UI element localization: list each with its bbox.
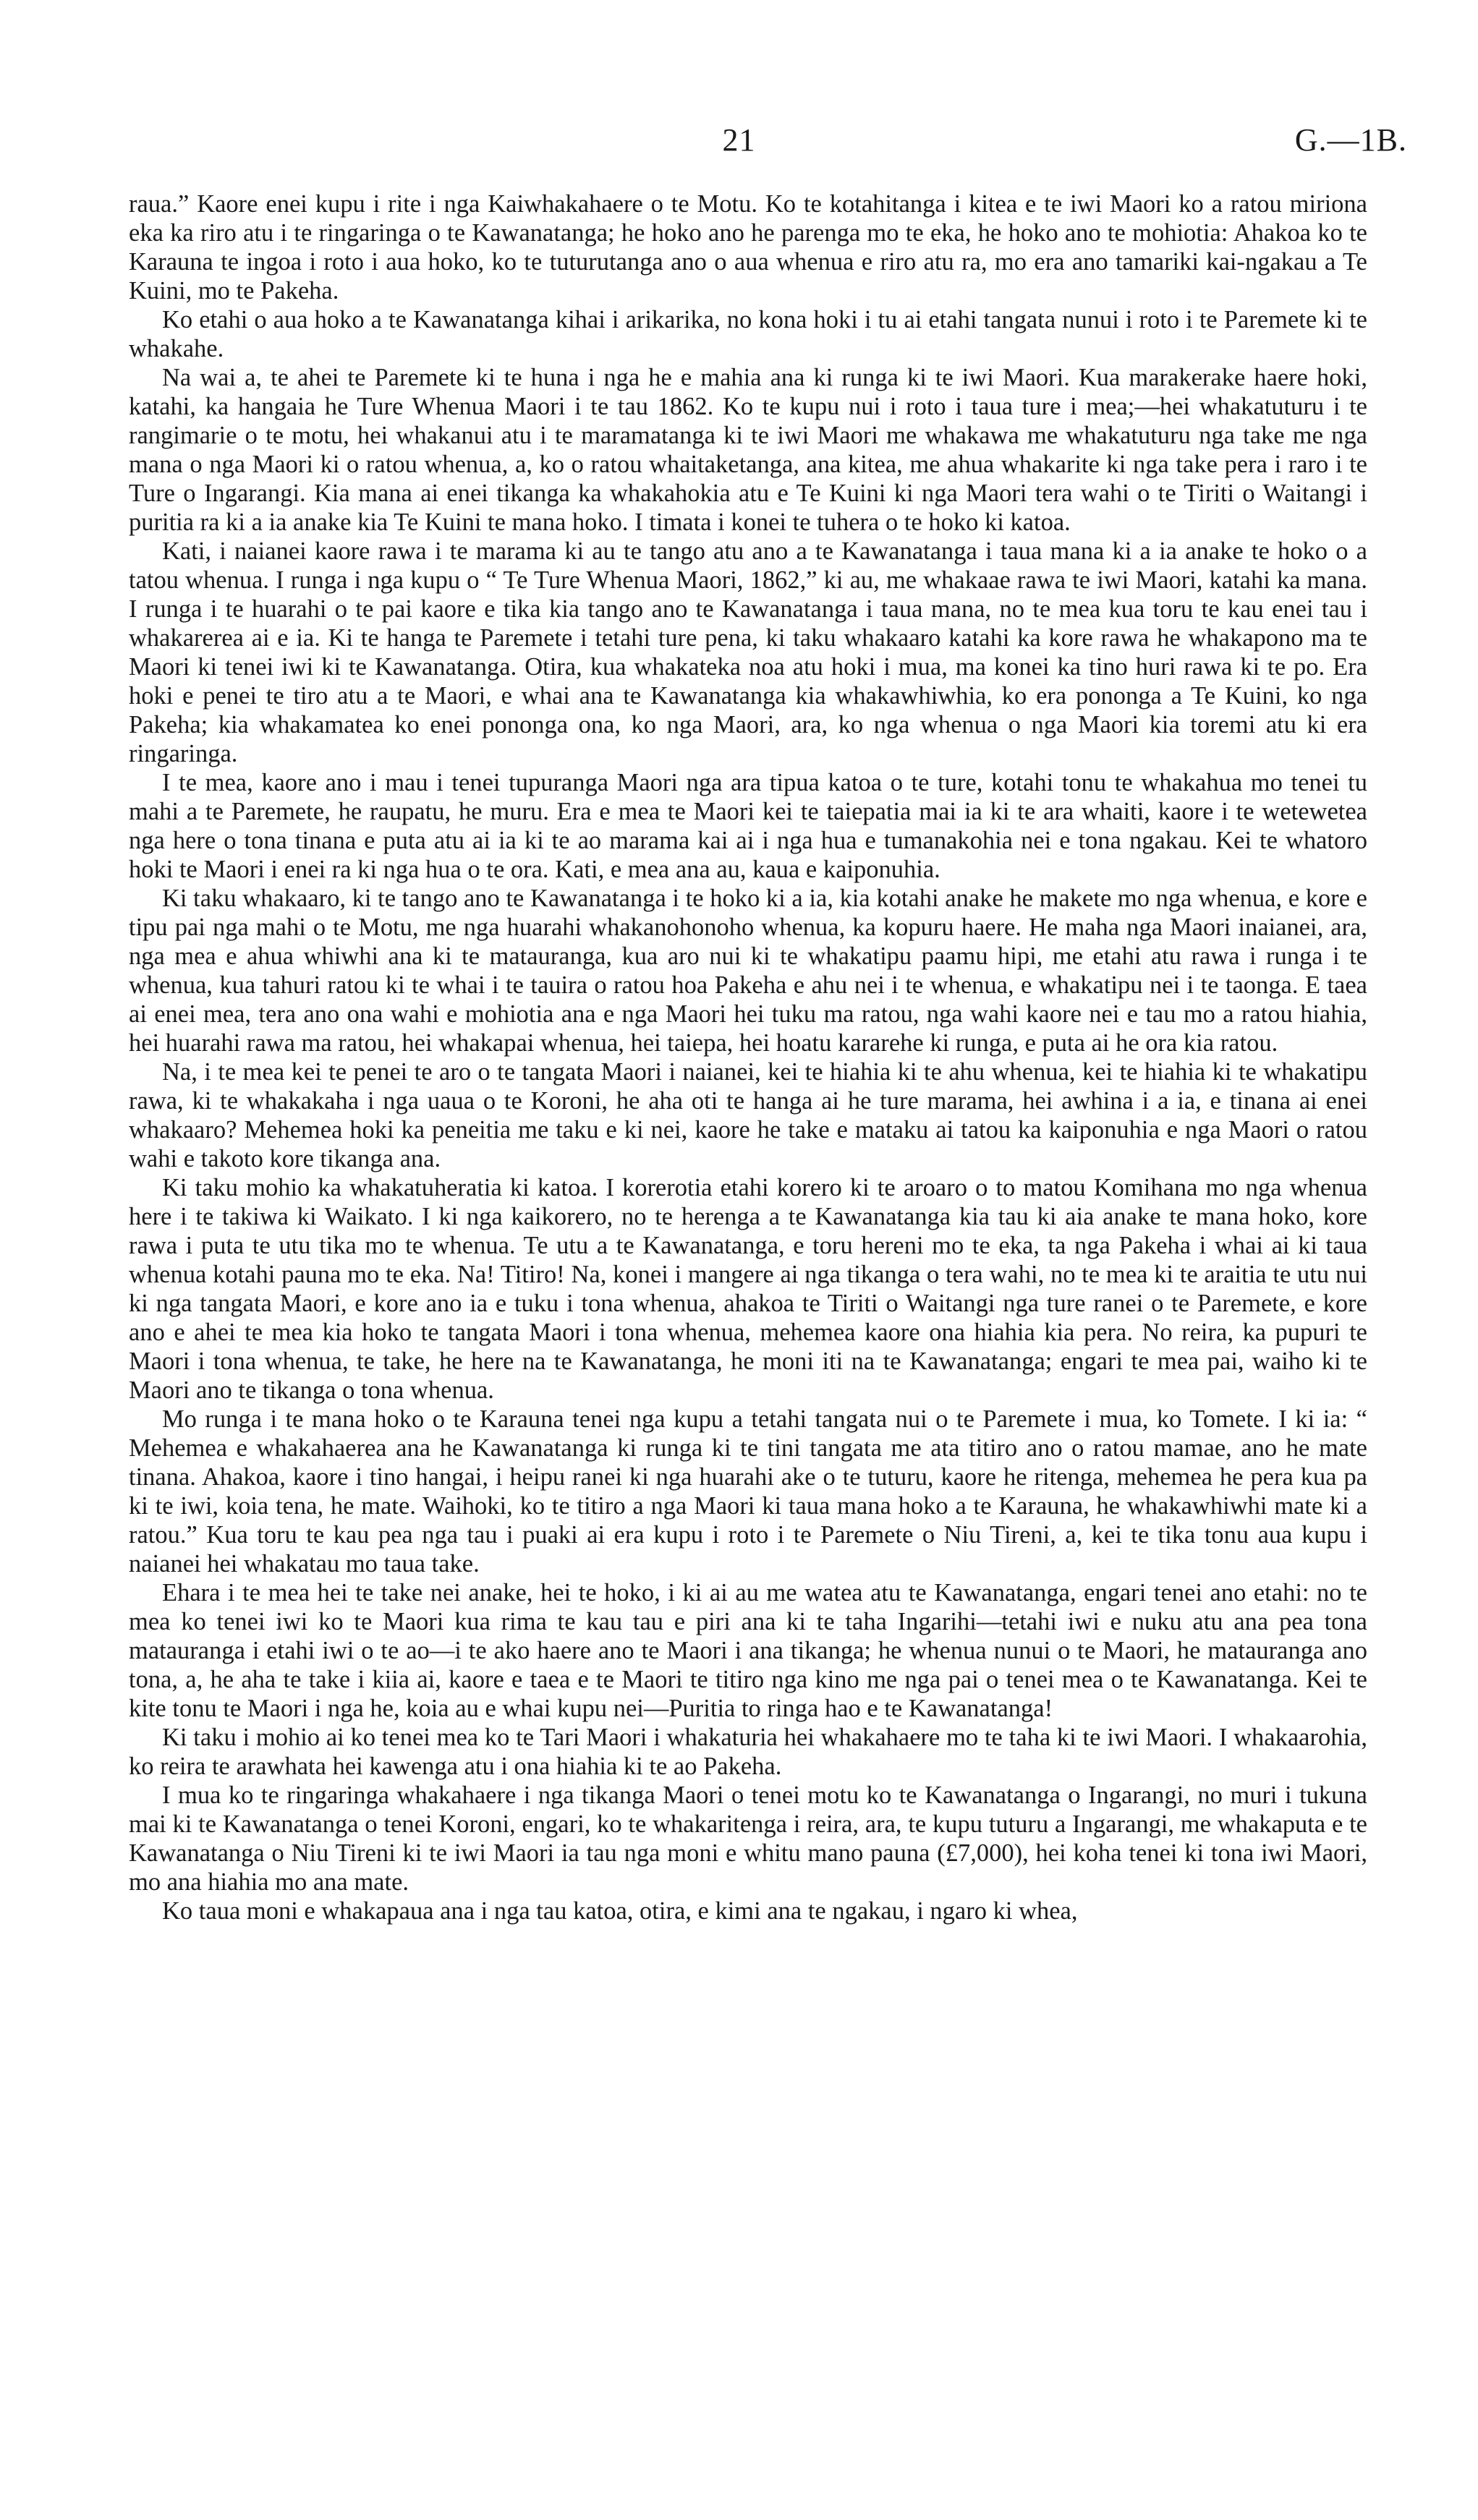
document-reference: G.—1B. (1294, 122, 1407, 158)
paragraph: Ki taku mohio ka whakatuheratia ki katoa. I korerotia etahi korero ki te aroaro o to matou Komihana mo nga whenua here i te takiwa ki Waikato. I ki nga kaikorero, no te herenga a te Kawanatanga kia tau ki aia anake te mana hoko, kore rawa i puta te utu tika mo te whenua. Te utu a te Kawanatanga, e toru hereni mo te eka, ta nga Pakeha i whai ai ki taua whenua kotahi pauna mo te eka. Na! Titiro! Na, konei i mangere ai nga tikanga o tera wahi, no te mea ki te araitia te utu nui ki nga tangata Maori, e kore ano ia e tuku i tona whenua, ahakoa te Tiriti o Waitangi nga ture ranei o te Paremete, e kore ano e ahei te mea kia hoko te tangata Maori i tona whenua, mehemea kaore ona hiahia kia pera. No reira, ka pupuri te Maori i tona whenua, te take, he here na te Kawanatanga, he moni iti na te Kawanatanga; engari te mea pai, waiho ki te Maori ano te tikanga o tona whenua. (129, 1174, 1367, 1404)
paragraph: raua.” Kaore enei kupu i rite i nga Kaiwhakahaere o te Motu. Ko te kotahitanga i kitea e te iwi Maori ko a ratou miriona eka ka riro atu i te ringaringa o te Kawanatanga; he hoko ano he parenga mo te eka, he hoko ano te mohiotia: Ahakoa ko te Karauna te ingoa i roto i aua hoko, ko te tuturutanga ano o aua whenua e riro atu ra, mo era ano tamariki kai-ngakau a Te Kuini, mo te Pakeha. (129, 190, 1367, 305)
paragraph: Ehara i te mea hei te take nei anake, hei te hoko, i ki ai au me watea atu te Kawanatanga, engari tenei ano etahi: no te mea ko tenei iwi ko te Maori kua rima te kau tau e piri ana ki te taha Ingarihi—tetahi iwi e nuku atu ana pea tona matauranga i etahi iwi o te ao—i te ako haere ano te Maori i ana tikanga; he whenua nunui o te Maori, he matauranga ano tona, a, he aha te take i kiia ai, kaore e taea e te Maori te titiro nga kino me nga pai o tenei mea o te Kawanatanga. Kei te kite tonu te Maori i nga he, koia au e whai kupu nei—Puritia to ringa hao e te Kawanatanga! (129, 1579, 1367, 1722)
paragraph: Ko etahi o aua hoko a te Kawanatanga kihai i arikarika, no kona hoki i tu ai etahi tangata nunui i roto i te Paremete ki te whakahe. (129, 306, 1367, 362)
paragraph: Ki taku i mohio ai ko tenei mea ko te Tari Maori i whakaturia hei whakahaere mo te taha ki te iwi Maori. I whakaarohia, ko reira te arawhata hei kawenga atu i ona hiahia ki te ao Pakeha. (129, 1724, 1367, 1780)
paragraph: Mo runga i te mana hoko o te Karauna tenei nga kupu a tetahi tangata nui o te Paremete i mua, ko Tomete. I ki ia: “ Mehemea e whakahaerea ana he Kawanatanga ki runga ki te tini tangata me ata titiro ano o ratou mamae, ano he mate tinana. Ahakoa, kaore i tino hangai, i heipu ranei ki nga huarahi ake o te tuturu, kaore he ritenga, mehemea he pera kua pa ki te iwi, koia tena, he mate. Waihoki, ko te titiro a nga Maori ki taua mana hoko a te Karauna, he whakawhiwhi mate ki a ratou.” Kua toru te kau pea nga tau i puaki ai era kupu i roto i te Paremete o Niu Tireni, a, kei te tika tonu aua kupu i naianei hei whakatau mo taua take. (129, 1405, 1367, 1578)
paragraph: I mua ko te ringaringa whakahaere i nga tikanga Maori o tenei motu ko te Kawanatanga o Ingarangi, no muri i tukuna mai ki te Kawanatanga o tenei Koroni, engari, ko te whakaritenga i reira, ara, te kupu tuturu a Ingarangi, me whakaputa e te Kawanatanga o Niu Tireni ki te iwi Maori ia tau nga moni e whitu mano pauna (£7,000), hei koha tenei ki tona iwi Maori, mo ana hiahia mo ana mate. (129, 1782, 1367, 1896)
paragraph: Na, i te mea kei te penei te aro o te tangata Maori i naianei, kei te hiahia ki te ahu whenua, kei te hiahia ki te whakatipu rawa, ki te whakakaha i nga uaua o te Koroni, he aha oti te hanga ai he ture marama, hei awhina i a ia, e tinana ai enei whakaaro? Mehemea hoki ka peneitia me taku e ki nei, kaore he take e mataku ai tatou ka kaiponuhia e nga Maori o ratou wahi e takoto kore tikanga ana. (129, 1058, 1367, 1172)
paragraph: I te mea, kaore ano i mau i tenei tupuranga Maori nga ara tipua katoa o te ture, kotahi tonu te whakahua mo tenei tu mahi a te Paremete, he raupatu, he muru. Era e mea te Maori kei te taiepatia mai ia ki te ara whaiti, kaore i te wetewetea nga here o tona tinana e puta atu ai ia ki te ao marama kai ai i nga hua e tumanakohia nei e tona ngakau. Kei te whatoro hoki te Maori i enei ra ki nga hua o te ora. Kati, e mea ana au, kaua e kaiponuhia. (129, 769, 1367, 883)
body-text (129, 190, 1367, 1925)
page-number: 21 (722, 122, 756, 158)
paragraph: Kati, i naianei kaore rawa i te marama ki au te tango atu ano a te Kawanatanga i taua mana ki a ia anake te hoko o a tatou whenua. I runga i nga kupu o “ Te Ture Whenua Maori, 1862,” ki au, me whakaae rawa te iwi Maori, katahi ka mana. I runga i te huarahi o te pai kaore e tika kia tango ano te Kawanatanga i taua mana, no te mea kua toru te kau enei tau i whakarerea ai e ia. Ki te hanga te Paremete i tetahi ture pena, ki taku whakaaro katahi ka kore rawa he whakapono ma te Maori ki tenei iwi ki te Kawanatanga. Otira, kua whakateka noa atu hoki i mua, ma konei ka tino huri rawa ki te po. Era hoki e penei te tiro atu a te Maori, e whai ana te Kawanatanga kia whakawhiwhia, ko era pononga a Te Kuini, ko nga Pakeha; kia whakamatea ko enei pononga ona, ko nga Maori, ara, ko nga whenua o nga Maori kia toremi atu ki era ringaringa. (129, 537, 1367, 767)
paragraph: Ki taku whakaaro, ki te tango ano te Kawanatanga i te hoko ki a ia, kia kotahi anake he makete mo nga whenua, e kore e tipu pai nga mahi o te Motu, me nga huarahi whakanohonoho whenua, ka kopuru haere. He maha nga Maori inaianei, ara, nga mea e ahua whiwhi ana ki te matauranga, kua aro nui ki te whakatipu paamu hipi, me etahi atu rawa i runga i te whenua, kua tahuri ratou ki te whai i te tauira o ratou hoa Pakeha e ahu nei i te whenua, e whakatipu nei i te taonga. E taea ai enei mea, tera ano ona wahi e mohiotia ana e nga Maori hei tuku ma ratou, nga wahi kaore nei e tau mo a ratou hiahia, hei huarahi rawa ma ratou, hei whakapai whenua, hei taiepa, hei hoatu kararehe ki runga, e puta ai he ora kia ratou. (129, 885, 1367, 1057)
paragraph: Ko taua moni e whakapaua ana i nga tau katoa, otira, e kimi ana te ngakau, i ngaro ki whea, (162, 1897, 1078, 1925)
paragraph: Na wai a, te ahei te Paremete ki te huna i nga he e mahia ana ki runga ki te iwi Maori. Kua marakerake haere hoki, katahi, ka hangaia he Ture Whenua Maori i te tau 1862. Ko te kupu nui i roto i taua ture i mea;—hei whakatuturu i te rangimarie o te motu, hei whakanui atu i te maramatanga ki te iwi Maori me whakawa me whakatuturu nga take me nga mana o nga Maori ki o ratou whenua, a, ko o ratou whaitaketanga, ana kitea, me ahua whakarite ki nga take pera i raro i te Ture o Ingarangi. Kia mana ai enei tikanga ka whakahokia atu e Te Kuini ki nga Maori tera wahi o te Tiriti o Waitangi i puritia ra ki a ia anake kia Te Kuini te mana hoko. I timata i konei te tuhera o te hoko ki katoa. (129, 364, 1367, 536)
